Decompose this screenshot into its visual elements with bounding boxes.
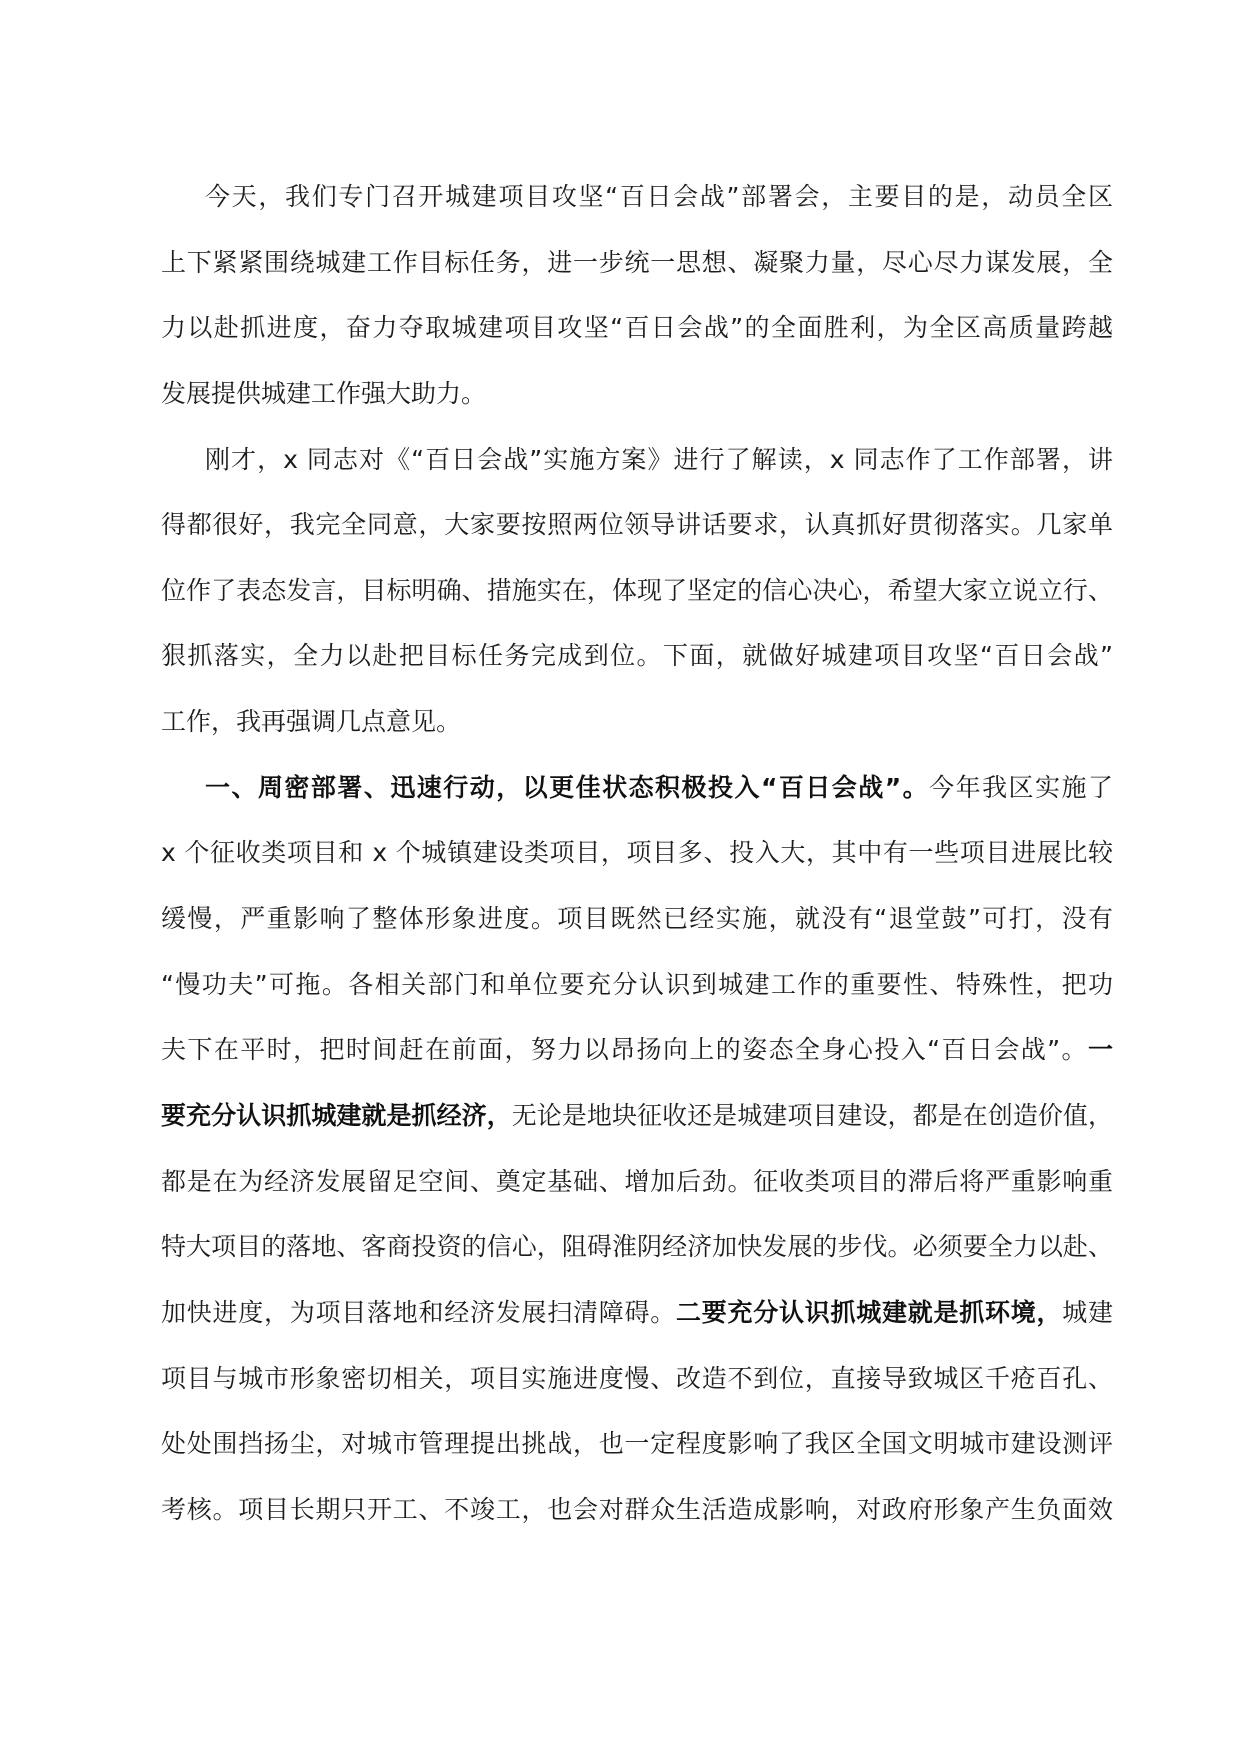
body-text-segment: x 个征收类项目和 x 个城镇建设类项目，项目多、投入大，其中有一些项目进展比较 [161, 838, 1113, 868]
text-line [161, 1411, 1113, 1477]
body-text-segment: 考核。项目长期只开工、不竣工，也会对群众生活造成影响，对政府形象产生负面效 [161, 1494, 1113, 1524]
body-text-segment: 特大项目的落地、客商投资的信心，阻碍淮阴经济加快发展的步伐。必须要全力以赴、 [161, 1232, 1113, 1262]
text-line [161, 558, 1113, 624]
text-line [161, 886, 1113, 952]
text-line [161, 755, 1113, 821]
bold-emphasis-text: 一 [1087, 1035, 1113, 1065]
text-line [161, 1149, 1113, 1215]
body-text-segment: 发展提供城建工作强大助力。 [161, 378, 487, 408]
bold-emphasis-text: 一、周密部署、迅速行动，以更佳状态积极投入“百日会战”。 [205, 772, 930, 802]
body-text-segment: “慢功夫”可拖。各相关部门和单位要充分认识到城建工作的重要性、特殊性，把功 [161, 969, 1113, 999]
body-text-segment: 夫下在平时，把时间赶在前面，努力以昂扬向上的姿态全身心投入“百日会战”。 [161, 1035, 1088, 1065]
text-line [161, 164, 1113, 230]
text-line [161, 952, 1113, 1018]
text-line [161, 1017, 1113, 1083]
body-text-segment: 上下紧紧围绕城建工作目标任务，进一步统一思想、凝聚力量，尽心尽力谋发展，全 [161, 247, 1113, 277]
text-line [161, 295, 1113, 361]
text-line [161, 1346, 1113, 1412]
text-line [161, 820, 1113, 886]
body-text-segment: 今年我区实施了 [929, 772, 1113, 802]
body-text-segment: 刚才，x 同志对《“百日会战”实施方案》进行了解读，x 同志作了工作部署，讲 [205, 444, 1113, 474]
body-text-segment: 缓慢，严重影响了整体形象进度。项目既然已经实施，就没有“退堂鼓”可打，没有 [161, 904, 1113, 934]
document-body [161, 164, 1113, 1542]
text-line [161, 492, 1113, 558]
paragraph [161, 164, 1113, 427]
body-text-segment: 位作了表态发言，目标明确、措施实在，体现了坚定的信心决心，希望大家立说立行、 [161, 575, 1113, 605]
body-text-segment: 都是在为经济发展留足空间、奠定基础、增加后劲。征收类项目的滞后将严重影响重 [161, 1166, 1113, 1196]
text-line [161, 1280, 1113, 1346]
body-text-segment: 项目与城市形象密切相关，项目实施进度慢、改造不到位，直接导致城区千疮百孔、 [161, 1363, 1113, 1393]
bold-emphasis-text: 要充分认识抓城建就是抓经济， [161, 1100, 512, 1130]
body-text-segment: 加快进度，为项目落地和经济发展扫清障碍。 [161, 1297, 676, 1327]
text-line [161, 689, 1113, 755]
text-line [161, 361, 1113, 427]
body-text-segment: 工作，我再强调几点意见。 [161, 707, 462, 737]
body-text-segment: 得都很好，我完全同意，大家要按照两位领导讲话要求，认真抓好贯彻落实。几家单 [161, 510, 1113, 540]
text-line [161, 427, 1113, 493]
paragraph [161, 755, 1113, 1543]
body-text-segment: 今天，我们专门召开城建项目攻坚“百日会战”部署会，主要目的是，动员全区 [205, 182, 1113, 211]
body-text-segment: 城建 [1062, 1297, 1113, 1327]
paragraph [161, 427, 1113, 755]
body-text-segment: 无论是地块征收还是城建项目建设，都是在创造价值， [511, 1100, 1113, 1130]
text-line [161, 1083, 1113, 1149]
text-line [161, 623, 1113, 689]
body-text-segment: 力以赴抓进度，奋力夺取城建项目攻坚“百日会战”的全面胜利，为全区高质量跨越 [161, 313, 1113, 343]
body-text-segment: 处处围挡扬尘，对城市管理提出挑战，也一定程度影响了我区全国文明城市建设测评 [161, 1429, 1113, 1459]
bold-emphasis-text: 二要充分认识抓城建就是抓环境， [675, 1297, 1063, 1327]
body-text-segment: 狠抓落实，全力以赴把目标任务完成到位。下面，就做好城建项目攻坚“百日会战” [161, 641, 1113, 671]
text-line [161, 1214, 1113, 1280]
text-line [161, 1477, 1113, 1543]
text-line [161, 230, 1113, 296]
